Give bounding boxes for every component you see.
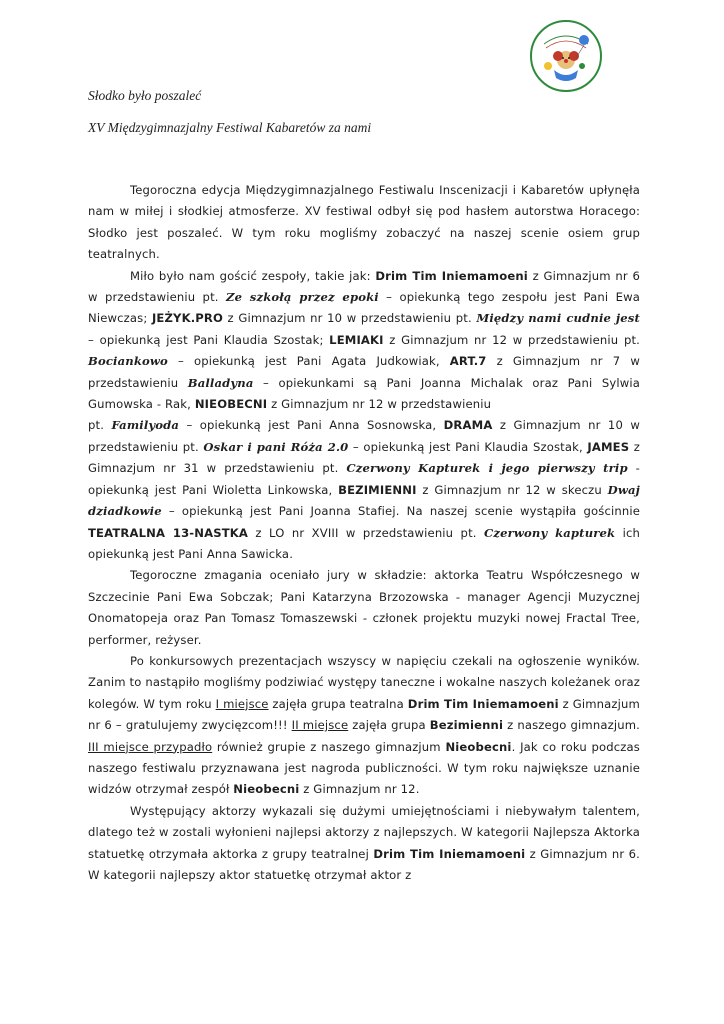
play-title: Między nami cudnie jest [476,311,640,326]
text-run: . Jak co roku podczas naszego festiwalu przyznawana jest nagroda publiczności. W tym roku największe uznanie widzów otrzymał zespół [88,739,640,797]
text-run: zajęła grupa teatralna [268,696,408,711]
group-name: LEMIAKI [329,332,384,347]
play-title: Dwaj dziadkowie [88,482,640,519]
text-run: zajęła grupa [348,718,430,733]
text-run: z Gimnazjum nr 12 w przedstawieniu [267,397,492,412]
text-run: z Gimnazjum nr 6. W kategorii najlepszy aktor statuetkę otrzymał aktor z [88,846,640,882]
play-title: Ze szkołą przez epoki [225,290,379,305]
play-title: Czerwony Kapturek i jego pierwszy trip [346,461,628,476]
text-run: z Gimnazjum nr 6 – gratulujemy zwycięzcom!!! [88,696,640,733]
play-title: Familyoda [111,418,180,433]
group-name: Bezimienni [429,718,504,733]
text-run: z LO nr XVIII w przedstawieniu pt. [248,525,484,540]
group-name: Drim Tim Iniemamoeni [407,696,559,711]
group-name: NIEOBECNI [194,397,268,412]
group-name: Nieobecni [233,782,300,797]
paragraph-awards [88,801,640,887]
group-name: TEATRALNA 13-NASTKA [88,525,249,540]
text-run: - opiekunką jest Pani Wioletta Linkowska, [88,461,640,497]
group-name: Drim Tim Iniemamoeni [375,268,528,283]
text-run: ich opiekunką jest Pani Anna Sawicka. [88,525,641,561]
text-run: z Gimnazjum nr 31 w przedstawieniu pt. [88,439,640,476]
place-label: III miejsce przypadło [88,739,213,754]
article-kicker: Słodko było poszaleć [88,88,202,103]
text-run: – opiekunką jest Pani Joanna Stafiej. Na naszej scenie wystąpiła gościnnie [161,504,640,519]
paragraph-results [88,651,640,801]
festival-logo [530,20,602,92]
group-name: Nieobecni [445,739,512,754]
group-name: ART.7 [449,354,487,369]
paragraph-jury: Tegoroczne zmagania oceniało jury w składzie: aktorka Teatru Współczesnego w Szczecinie Pani Ewa Sobczak; Pani Katarzyna Brzozowska - manager Agencji Muzycznej Onomatopeja oraz Pan Tomasz Tomaszewski - członek projektu muzyki nowej Fractal Tree, performer, reżyser. [88,568,640,647]
text-run: Miło było nam gościć zespoły, takie jak: [130,268,376,283]
text-run: – opiekunką jest Pani Anna Sosnowska, [179,418,444,433]
text-run: Po konkursowych prezentacjach wszyscy w napięciu czekali na ogłoszenie wyników. Zanim to nastąpiło mogliśmy podziwiać występy taneczne i wokalne naszych koleżanek oraz kolegów. W tym roku [88,653,640,711]
article-headline: XV Międzygimnazjalny Festiwal Kabaretów za nami [88,120,372,135]
text-run: z Gimnazjum nr 6 w przedstawieniu pt. [88,268,640,305]
paragraph-intro: Tegoroczna edycja Międzygimnazjalnego Festiwalu Inscenizacji i Kabaretów upłynęła nam w miłej i słodkiej atmosferze. XV festiwal odbył się pod hasłem autorstwa Horacego: Słodko jest poszaleć. W tym roku mogliśmy zobaczyć na naszej scenie osiem grup teatralnych. [88,183,640,262]
text-run: Występujący aktorzy wykazali się dużymi umiejętnościami i niebywałym talentem, dlatego też w zostali wyłonieni najlepsi aktorzy z najlepszych. W kategorii Najlepsza Aktorka statuetkę otrzymała aktorka z grupy teatralnej [88,803,640,861]
group-name: Drim Tim Iniemamoeni [373,846,526,861]
paragraph-groups [88,266,640,566]
text-run: z Gimnazjum nr 7 w przedstawieniu [88,354,640,390]
text-run: z Gimnazjum nr 10 w przedstawieniu pt. [223,311,477,326]
place-label: I miejsce [215,696,269,711]
text-run: – opiekunką jest Pani Agata Judkowiak, [167,354,450,369]
text-run: – opiekunką jest Pani Klaudia Szostak, [348,439,588,454]
play-title: Balladyna [187,375,254,390]
text-run: – opiekunką jest Pani Klaudia Szostak; [88,332,330,347]
text-run: z Gimnazjum nr 10 w przedstawieniu pt. [88,418,640,454]
play-title: Czerwony kapturek [483,525,616,540]
clown-logo-icon [532,22,600,90]
group-name: BEZIMIENNI [338,482,417,497]
play-title: Bociankowo [88,354,168,369]
play-title: Oskar i pani Róża 2.0 [203,439,349,454]
place-label: II miejsce [291,718,349,733]
group-name: DRAMA [443,418,493,433]
text-run: z naszego gimnazjum. [503,718,640,733]
text-run: z Gimnazjum nr 12 w przedstawieniu pt. [383,332,640,347]
text-run: – opiekunką tego zespołu jest Pani Ewa Niewczas; [88,290,640,326]
article-body [88,180,640,886]
group-name: JAMES [587,439,630,454]
text-run: – opiekunkami są Pani Joanna Michalak oraz Pani Sylwia Gumowska - Rak, [88,375,640,412]
text-run: pt. [88,418,112,433]
text-run: również grupie z naszego gimnazjum [212,739,446,754]
text-run: z Gimnazjum nr 12 w skeczu [416,482,608,497]
text-run: z Gimnazjum nr 12. [299,782,420,797]
group-name: JEŻYK.PRO [151,311,223,326]
